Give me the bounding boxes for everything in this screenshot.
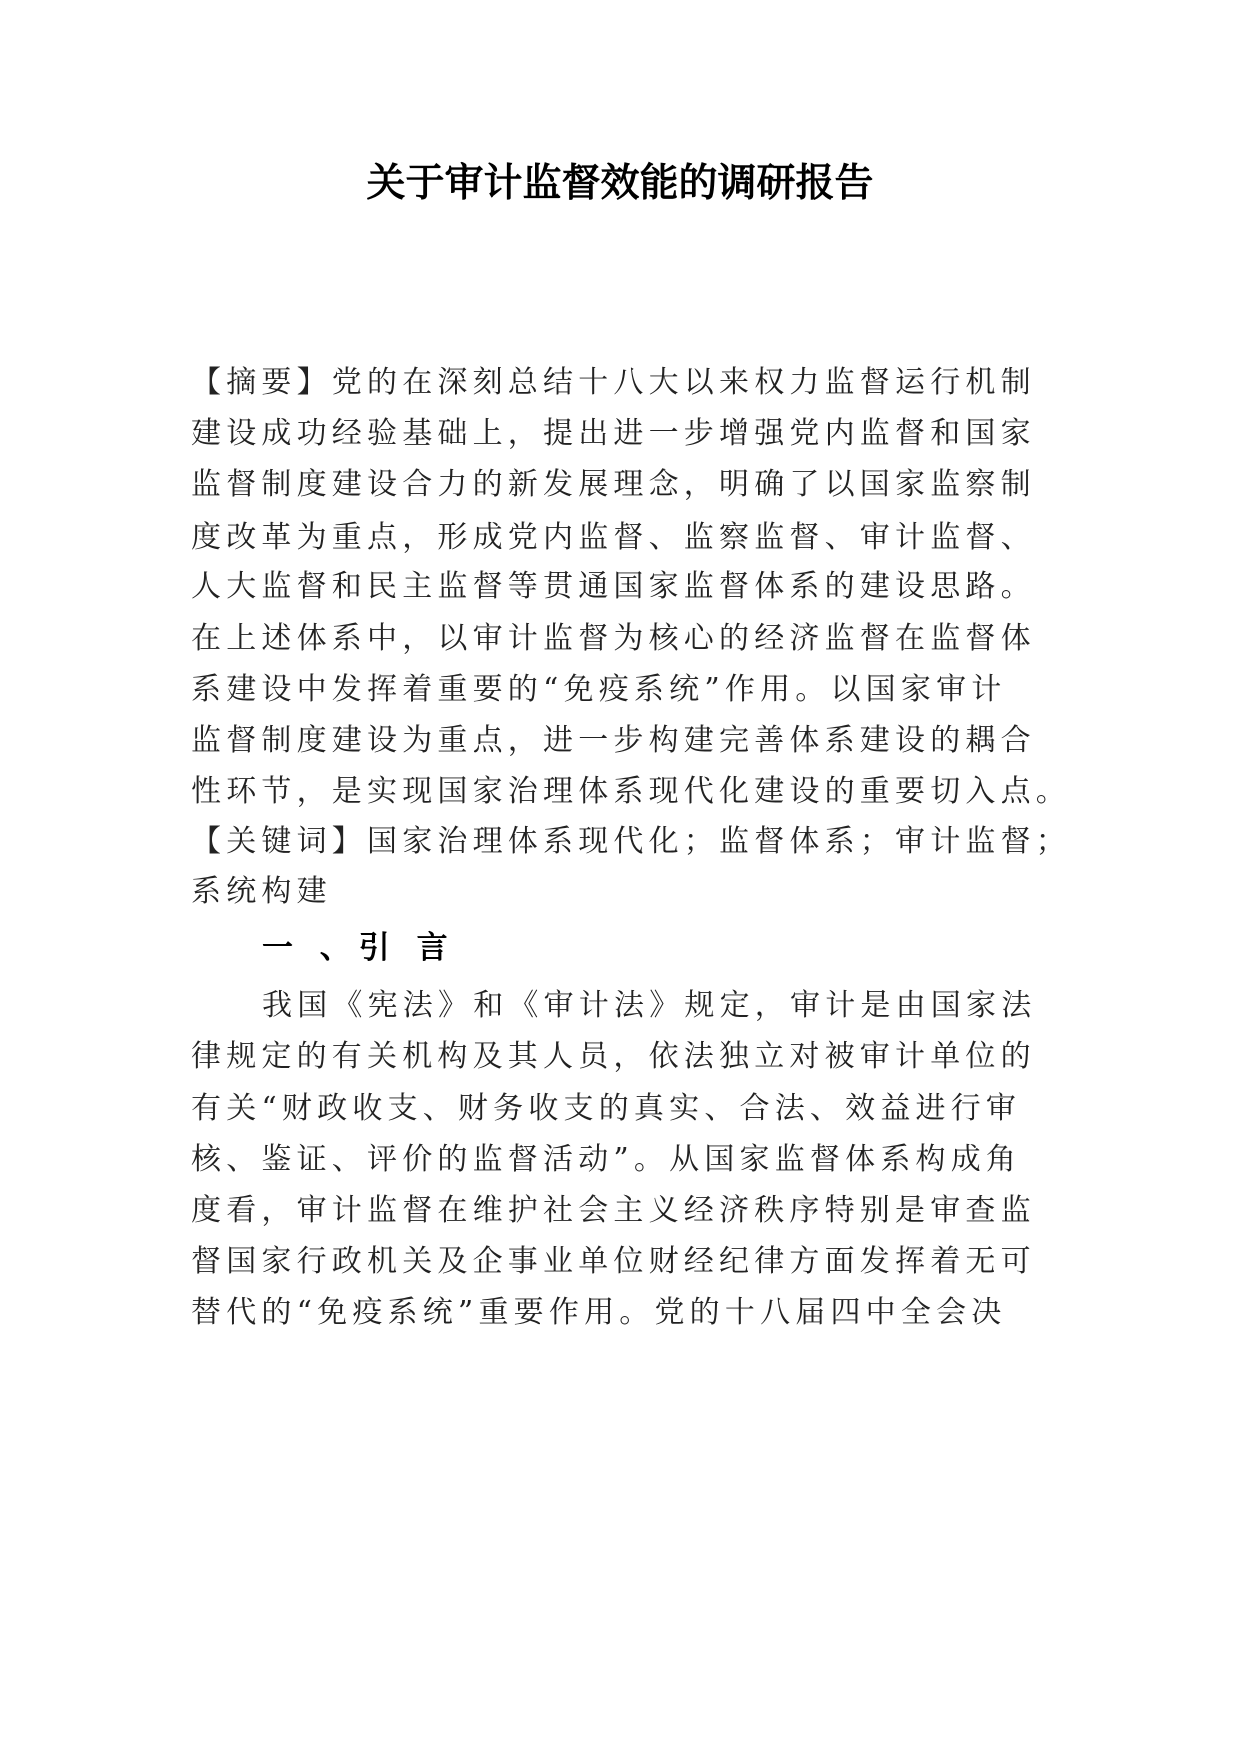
section-heading: 一 、引 言 <box>262 930 456 966</box>
body-line: 度看，审计监督在维护社会主义经济秩序特别是审查监 <box>191 1193 1036 1228</box>
abstract-line: 监督制度建设为重点，进一步构建完善体系建设的耦合 <box>191 723 1036 758</box>
abstract-line: 【摘要】党的在深刻总结十八大以来权力监督运行机制 <box>191 365 1036 400</box>
document-title: 关于审计监督效能的调研报告 <box>366 161 874 206</box>
body-line: 我国《宪法》和《审计法》规定，审计是由国家法 <box>262 988 1037 1023</box>
abstract-line: 性环节，是实现国家治理体系现代化建设的重要切入点。 <box>191 774 1071 809</box>
body-line: 替代的“免疫系统”重要作用。党的十八届四中全会决 <box>191 1295 1007 1330</box>
abstract-line: 在上述体系中，以审计监督为核心的经济监督在监督体 <box>191 621 1036 656</box>
abstract-line: 监督制度建设合力的新发展理念，明确了以国家监察制 <box>191 467 1036 502</box>
abstract-line: 建设成功经验基础上，提出进一步增强党内监督和国家 <box>191 416 1036 451</box>
keywords-line: 系统构建 <box>191 874 332 909</box>
abstract-line: 系建设中发挥着重要的“免疫系统”作用。以国家审计 <box>191 672 1007 707</box>
abstract-line: 人大监督和民主监督等贯通国家监督体系的建设思路。 <box>191 569 1036 604</box>
body-line: 有关“财政收支、财务收支的真实、合法、效益进行审 <box>191 1091 1022 1126</box>
body-line: 律规定的有关机构及其人员，依法独立对被审计单位的 <box>191 1039 1036 1074</box>
body-line: 核、鉴证、评价的监督活动”。从国家监督体系构成角 <box>191 1142 1022 1177</box>
body-line: 督国家行政机关及企事业单位财经纪律方面发挥着无可 <box>191 1244 1036 1279</box>
keywords-line: 【关键词】国家治理体系现代化；监督体系；审计监督； <box>191 824 1071 859</box>
abstract-line: 度改革为重点，形成党内监督、监察监督、审计监督、 <box>191 520 1036 555</box>
